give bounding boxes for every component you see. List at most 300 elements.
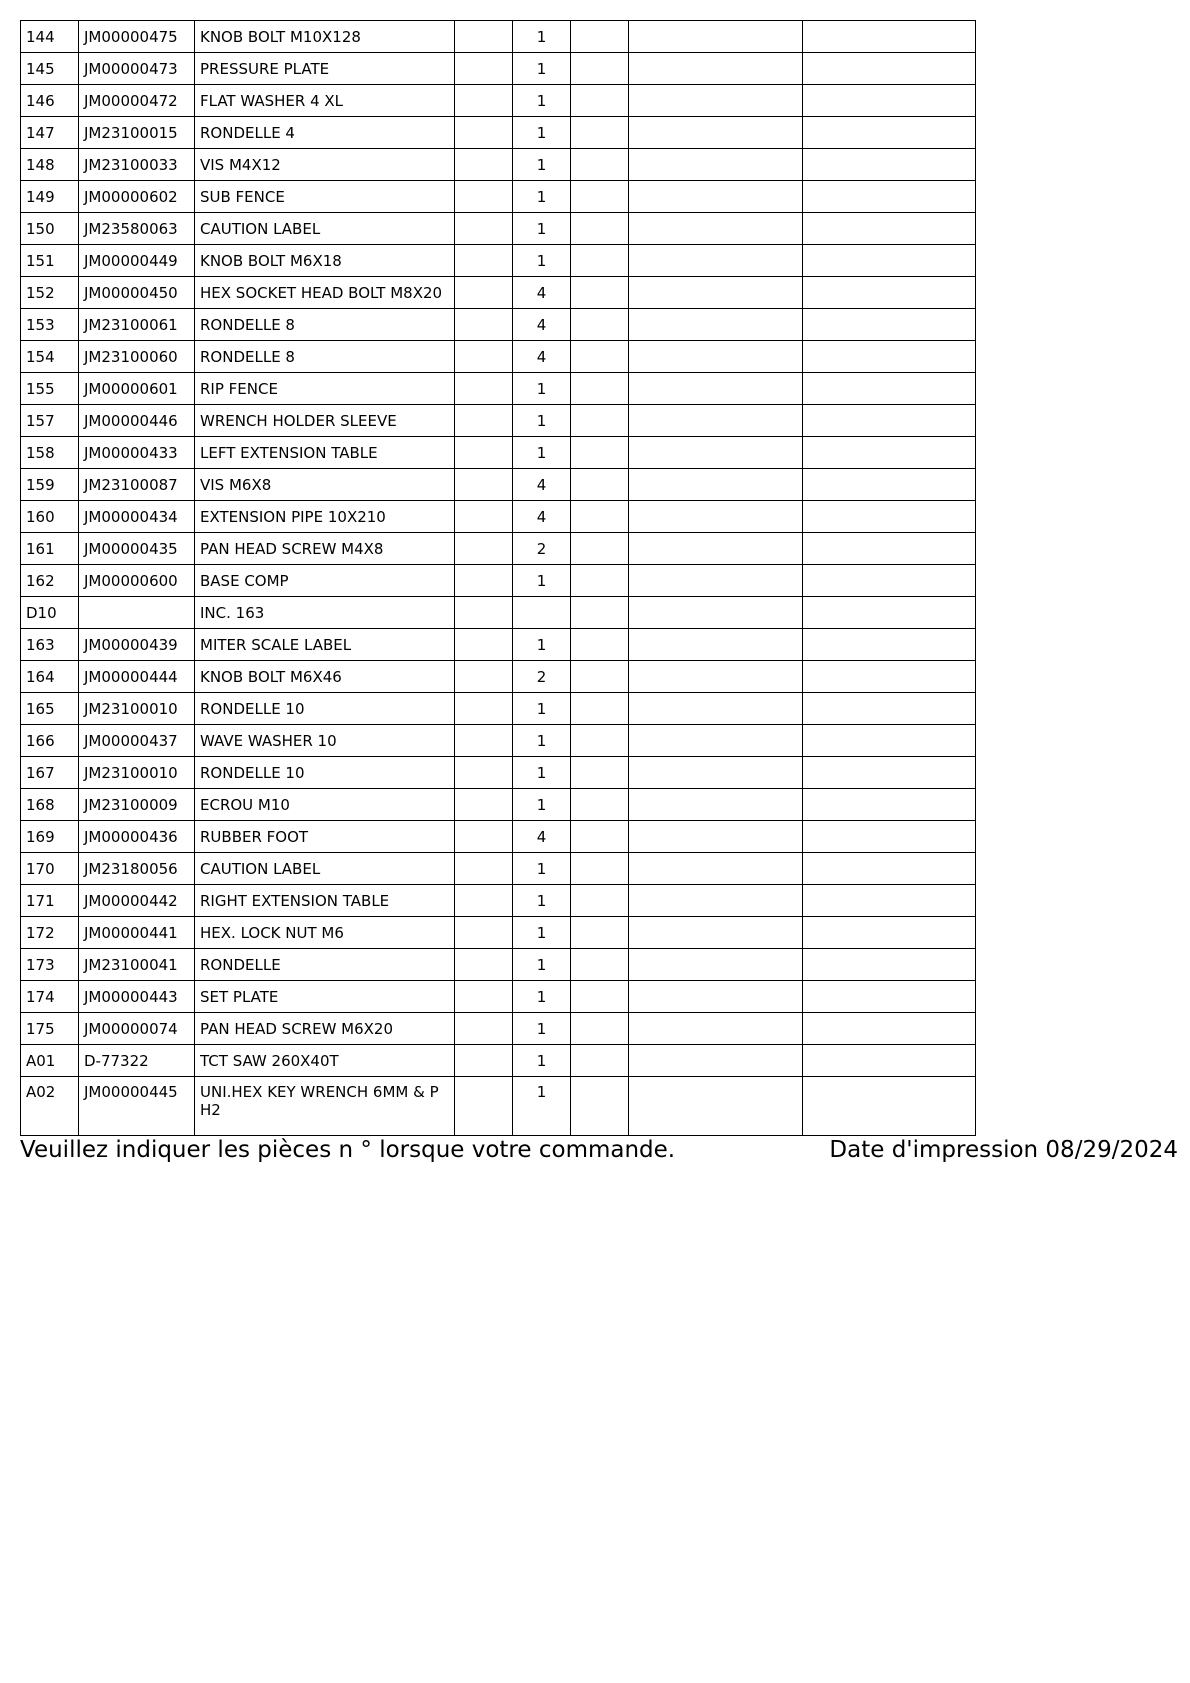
table-row: [21, 149, 976, 181]
empty-cell: [803, 437, 976, 469]
table-row: [21, 949, 976, 981]
table-row: [21, 885, 976, 917]
part-number-cell: JM00000439: [79, 629, 195, 661]
table-row: [21, 1077, 976, 1136]
empty-cell: [455, 149, 513, 181]
description-cell: KNOB BOLT M6X46: [195, 661, 455, 693]
empty-cell: [803, 789, 976, 821]
part-number-cell: JM00000449: [79, 245, 195, 277]
empty-cell: [571, 853, 629, 885]
ref-cell: 170: [21, 853, 79, 885]
table-row: [21, 53, 976, 85]
empty-cell: [803, 597, 976, 629]
description-cell: TCT SAW 260X40T: [195, 1045, 455, 1077]
ref-cell: 147: [21, 117, 79, 149]
empty-cell: [803, 981, 976, 1013]
ref-cell: 149: [21, 181, 79, 213]
empty-cell: [571, 149, 629, 181]
quantity-cell: 1: [513, 885, 571, 917]
empty-cell: [455, 597, 513, 629]
quantity-cell: 1: [513, 149, 571, 181]
empty-cell: [629, 437, 803, 469]
empty-cell: [455, 309, 513, 341]
empty-cell: [455, 341, 513, 373]
description-cell: MITER SCALE LABEL: [195, 629, 455, 661]
description-cell: ECROU M10: [195, 789, 455, 821]
empty-cell: [629, 53, 803, 85]
part-number-cell: JM00000446: [79, 405, 195, 437]
ref-cell: 152: [21, 277, 79, 309]
ref-cell: 154: [21, 341, 79, 373]
ref-cell: 174: [21, 981, 79, 1013]
table-row: [21, 1013, 976, 1045]
empty-cell: [803, 533, 976, 565]
empty-cell: [455, 21, 513, 53]
description-cell: CAUTION LABEL: [195, 213, 455, 245]
quantity-cell: [513, 597, 571, 629]
part-number-cell: JM23180056: [79, 853, 195, 885]
table-row: [21, 789, 976, 821]
ref-cell: 146: [21, 85, 79, 117]
empty-cell: [455, 469, 513, 501]
empty-cell: [455, 245, 513, 277]
part-number-cell: JM00000600: [79, 565, 195, 597]
table-row: [21, 917, 976, 949]
parts-table: [20, 20, 976, 1136]
table-row: [21, 725, 976, 757]
empty-cell: [571, 437, 629, 469]
part-number-cell: JM00000601: [79, 373, 195, 405]
empty-cell: [629, 469, 803, 501]
table-row: [21, 181, 976, 213]
description-cell: HEX SOCKET HEAD BOLT M8X20: [195, 277, 455, 309]
empty-cell: [803, 821, 976, 853]
empty-cell: [629, 853, 803, 885]
quantity-cell: 1: [513, 53, 571, 85]
empty-cell: [455, 565, 513, 597]
empty-cell: [803, 757, 976, 789]
part-number-cell: JM23100087: [79, 469, 195, 501]
description-cell: HEX. LOCK NUT M6: [195, 917, 455, 949]
empty-cell: [629, 149, 803, 181]
empty-cell: [803, 693, 976, 725]
empty-cell: [455, 693, 513, 725]
description-cell: UNI.HEX KEY WRENCH 6MM & PH2: [195, 1077, 455, 1136]
part-number-cell: JM23100041: [79, 949, 195, 981]
part-number-cell: [79, 597, 195, 629]
empty-cell: [803, 53, 976, 85]
quantity-cell: 1: [513, 437, 571, 469]
table-row: [21, 597, 976, 629]
empty-cell: [629, 213, 803, 245]
empty-cell: [571, 277, 629, 309]
empty-cell: [803, 917, 976, 949]
empty-cell: [455, 437, 513, 469]
description-cell: RUBBER FOOT: [195, 821, 455, 853]
table-row: [21, 85, 976, 117]
description-cell: EXTENSION PIPE 10X210: [195, 501, 455, 533]
empty-cell: [571, 917, 629, 949]
ref-cell: 163: [21, 629, 79, 661]
empty-cell: [571, 789, 629, 821]
description-cell: BASE COMP: [195, 565, 455, 597]
empty-cell: [629, 341, 803, 373]
description-cell: LEFT EXTENSION TABLE: [195, 437, 455, 469]
ref-cell: 159: [21, 469, 79, 501]
empty-cell: [803, 629, 976, 661]
quantity-cell: 1: [513, 1045, 571, 1077]
part-number-cell: JM23100060: [79, 341, 195, 373]
ref-cell: 157: [21, 405, 79, 437]
description-cell: FLAT WASHER 4 XL: [195, 85, 455, 117]
quantity-cell: 1: [513, 213, 571, 245]
empty-cell: [571, 533, 629, 565]
empty-cell: [629, 885, 803, 917]
empty-cell: [455, 725, 513, 757]
quantity-cell: 2: [513, 533, 571, 565]
empty-cell: [455, 885, 513, 917]
quantity-cell: 1: [513, 1013, 571, 1045]
empty-cell: [455, 277, 513, 309]
empty-cell: [571, 757, 629, 789]
description-cell: VIS M4X12: [195, 149, 455, 181]
empty-cell: [629, 917, 803, 949]
print-date: Date d'impression 08/29/2024: [829, 1137, 1178, 1163]
ref-cell: 164: [21, 661, 79, 693]
part-number-cell: JM00000473: [79, 53, 195, 85]
ref-cell: 171: [21, 885, 79, 917]
table-row: [21, 533, 976, 565]
empty-cell: [455, 1013, 513, 1045]
empty-cell: [629, 1013, 803, 1045]
empty-cell: [571, 565, 629, 597]
empty-cell: [803, 149, 976, 181]
table-row: [21, 277, 976, 309]
quantity-cell: 1: [513, 757, 571, 789]
empty-cell: [455, 661, 513, 693]
part-number-cell: JM00000602: [79, 181, 195, 213]
empty-cell: [803, 245, 976, 277]
ref-cell: 148: [21, 149, 79, 181]
part-number-cell: JM00000441: [79, 917, 195, 949]
table-row: [21, 821, 976, 853]
empty-cell: [571, 725, 629, 757]
empty-cell: [629, 21, 803, 53]
quantity-cell: 1: [513, 853, 571, 885]
table-row: [21, 757, 976, 789]
empty-cell: [629, 117, 803, 149]
empty-cell: [803, 725, 976, 757]
empty-cell: [455, 757, 513, 789]
table-row: [21, 469, 976, 501]
ref-cell: 165: [21, 693, 79, 725]
quantity-cell: 4: [513, 501, 571, 533]
quantity-cell: 1: [513, 725, 571, 757]
empty-cell: [803, 21, 976, 53]
empty-cell: [629, 245, 803, 277]
empty-cell: [571, 309, 629, 341]
empty-cell: [803, 117, 976, 149]
ref-cell: 167: [21, 757, 79, 789]
part-number-cell: JM23580063: [79, 213, 195, 245]
description-cell: PRESSURE PLATE: [195, 53, 455, 85]
quantity-cell: 1: [513, 245, 571, 277]
empty-cell: [803, 661, 976, 693]
ref-cell: 161: [21, 533, 79, 565]
table-row: [21, 565, 976, 597]
empty-cell: [803, 405, 976, 437]
empty-cell: [629, 789, 803, 821]
quantity-cell: 1: [513, 85, 571, 117]
ref-cell: 155: [21, 373, 79, 405]
empty-cell: [455, 821, 513, 853]
part-number-cell: JM00000445: [79, 1077, 195, 1136]
parts-table-body: [21, 21, 976, 1136]
quantity-cell: 1: [513, 117, 571, 149]
empty-cell: [629, 693, 803, 725]
empty-cell: [571, 693, 629, 725]
order-instruction-note: Veuillez indiquer les pièces n ° lorsque votre commande.: [20, 1137, 676, 1163]
empty-cell: [803, 949, 976, 981]
part-number-cell: JM23100009: [79, 789, 195, 821]
ref-cell: 158: [21, 437, 79, 469]
empty-cell: [571, 85, 629, 117]
empty-cell: [455, 949, 513, 981]
description-cell: WAVE WASHER 10: [195, 725, 455, 757]
ref-cell: 153: [21, 309, 79, 341]
table-row: [21, 981, 976, 1013]
empty-cell: [455, 405, 513, 437]
part-number-cell: JM00000443: [79, 981, 195, 1013]
ref-cell: 166: [21, 725, 79, 757]
empty-cell: [629, 661, 803, 693]
quantity-cell: 4: [513, 309, 571, 341]
description-cell: INC. 163: [195, 597, 455, 629]
empty-cell: [455, 1045, 513, 1077]
empty-cell: [571, 885, 629, 917]
empty-cell: [571, 213, 629, 245]
description-cell: WRENCH HOLDER SLEEVE: [195, 405, 455, 437]
empty-cell: [455, 629, 513, 661]
quantity-cell: 1: [513, 21, 571, 53]
table-row: [21, 373, 976, 405]
empty-cell: [571, 1077, 629, 1136]
part-number-cell: JM00000434: [79, 501, 195, 533]
part-number-cell: JM23100010: [79, 693, 195, 725]
quantity-cell: 1: [513, 789, 571, 821]
table-row: [21, 405, 976, 437]
empty-cell: [629, 725, 803, 757]
empty-cell: [455, 85, 513, 117]
empty-cell: [803, 885, 976, 917]
empty-cell: [803, 1077, 976, 1136]
empty-cell: [571, 821, 629, 853]
table-row: [21, 213, 976, 245]
empty-cell: [629, 309, 803, 341]
description-cell: KNOB BOLT M10X128: [195, 21, 455, 53]
empty-cell: [571, 373, 629, 405]
quantity-cell: 1: [513, 1077, 571, 1136]
empty-cell: [455, 533, 513, 565]
ref-cell: 162: [21, 565, 79, 597]
description-cell: RONDELLE 4: [195, 117, 455, 149]
empty-cell: [629, 373, 803, 405]
table-row: [21, 245, 976, 277]
empty-cell: [571, 981, 629, 1013]
empty-cell: [629, 949, 803, 981]
part-number-cell: JM00000444: [79, 661, 195, 693]
quantity-cell: 4: [513, 469, 571, 501]
empty-cell: [629, 981, 803, 1013]
quantity-cell: 1: [513, 693, 571, 725]
empty-cell: [455, 789, 513, 821]
empty-cell: [803, 1045, 976, 1077]
quantity-cell: 4: [513, 341, 571, 373]
empty-cell: [571, 469, 629, 501]
empty-cell: [803, 469, 976, 501]
empty-cell: [455, 853, 513, 885]
empty-cell: [571, 1013, 629, 1045]
description-cell: SUB FENCE: [195, 181, 455, 213]
part-number-cell: JM23100061: [79, 309, 195, 341]
part-number-cell: JM00000475: [79, 21, 195, 53]
empty-cell: [803, 85, 976, 117]
ref-cell: A01: [21, 1045, 79, 1077]
ref-cell: 150: [21, 213, 79, 245]
part-number-cell: D-77322: [79, 1045, 195, 1077]
empty-cell: [629, 597, 803, 629]
description-cell: VIS M6X8: [195, 469, 455, 501]
part-number-cell: JM00000472: [79, 85, 195, 117]
empty-cell: [803, 277, 976, 309]
empty-cell: [455, 117, 513, 149]
ref-cell: 175: [21, 1013, 79, 1045]
empty-cell: [571, 597, 629, 629]
empty-cell: [455, 373, 513, 405]
ref-cell: 172: [21, 917, 79, 949]
quantity-cell: 1: [513, 917, 571, 949]
empty-cell: [571, 21, 629, 53]
empty-cell: [571, 53, 629, 85]
description-cell: RONDELLE: [195, 949, 455, 981]
quantity-cell: 1: [513, 629, 571, 661]
empty-cell: [629, 405, 803, 437]
table-row: [21, 501, 976, 533]
empty-cell: [571, 245, 629, 277]
part-number-cell: JM00000435: [79, 533, 195, 565]
empty-cell: [571, 949, 629, 981]
description-cell: PAN HEAD SCREW M4X8: [195, 533, 455, 565]
empty-cell: [629, 821, 803, 853]
empty-cell: [629, 1077, 803, 1136]
empty-cell: [629, 533, 803, 565]
table-row: [21, 693, 976, 725]
description-cell: RONDELLE 8: [195, 309, 455, 341]
table-row: [21, 853, 976, 885]
ref-cell: A02: [21, 1077, 79, 1136]
part-number-cell: JM00000433: [79, 437, 195, 469]
empty-cell: [455, 917, 513, 949]
table-row: [21, 437, 976, 469]
part-number-cell: JM23100033: [79, 149, 195, 181]
quantity-cell: 1: [513, 981, 571, 1013]
empty-cell: [455, 501, 513, 533]
ref-cell: 160: [21, 501, 79, 533]
description-cell: RIGHT EXTENSION TABLE: [195, 885, 455, 917]
ref-cell: 169: [21, 821, 79, 853]
empty-cell: [629, 85, 803, 117]
empty-cell: [803, 501, 976, 533]
description-cell: RONDELLE 10: [195, 757, 455, 789]
empty-cell: [629, 1045, 803, 1077]
empty-cell: [629, 501, 803, 533]
part-number-cell: JM23100015: [79, 117, 195, 149]
table-row: [21, 629, 976, 661]
part-number-cell: JM23100010: [79, 757, 195, 789]
empty-cell: [803, 309, 976, 341]
empty-cell: [629, 277, 803, 309]
description-cell: SET PLATE: [195, 981, 455, 1013]
empty-cell: [571, 661, 629, 693]
empty-cell: [571, 117, 629, 149]
table-row: [21, 341, 976, 373]
description-cell: RONDELLE 10: [195, 693, 455, 725]
empty-cell: [803, 373, 976, 405]
quantity-cell: 1: [513, 181, 571, 213]
table-row: [21, 117, 976, 149]
table-row: [21, 309, 976, 341]
description-cell: RONDELLE 8: [195, 341, 455, 373]
empty-cell: [571, 341, 629, 373]
ref-cell: 173: [21, 949, 79, 981]
ref-cell: 168: [21, 789, 79, 821]
quantity-cell: 4: [513, 277, 571, 309]
empty-cell: [455, 1077, 513, 1136]
quantity-cell: 1: [513, 565, 571, 597]
ref-cell: 151: [21, 245, 79, 277]
part-number-cell: JM00000074: [79, 1013, 195, 1045]
description-cell: KNOB BOLT M6X18: [195, 245, 455, 277]
empty-cell: [629, 565, 803, 597]
empty-cell: [455, 213, 513, 245]
quantity-cell: 2: [513, 661, 571, 693]
description-cell: PAN HEAD SCREW M6X20: [195, 1013, 455, 1045]
table-row: [21, 661, 976, 693]
quantity-cell: 1: [513, 949, 571, 981]
empty-cell: [571, 181, 629, 213]
description-cell: RIP FENCE: [195, 373, 455, 405]
empty-cell: [455, 181, 513, 213]
ref-cell: 145: [21, 53, 79, 85]
part-number-cell: JM00000437: [79, 725, 195, 757]
empty-cell: [803, 181, 976, 213]
empty-cell: [571, 1045, 629, 1077]
table-row: [21, 21, 976, 53]
empty-cell: [455, 53, 513, 85]
table-row: [21, 1045, 976, 1077]
part-number-cell: JM00000442: [79, 885, 195, 917]
ref-cell: 144: [21, 21, 79, 53]
empty-cell: [803, 1013, 976, 1045]
empty-cell: [803, 853, 976, 885]
quantity-cell: 1: [513, 373, 571, 405]
empty-cell: [803, 565, 976, 597]
empty-cell: [629, 181, 803, 213]
quantity-cell: 1: [513, 405, 571, 437]
description-cell: CAUTION LABEL: [195, 853, 455, 885]
ref-cell: D10: [21, 597, 79, 629]
part-number-cell: JM00000450: [79, 277, 195, 309]
